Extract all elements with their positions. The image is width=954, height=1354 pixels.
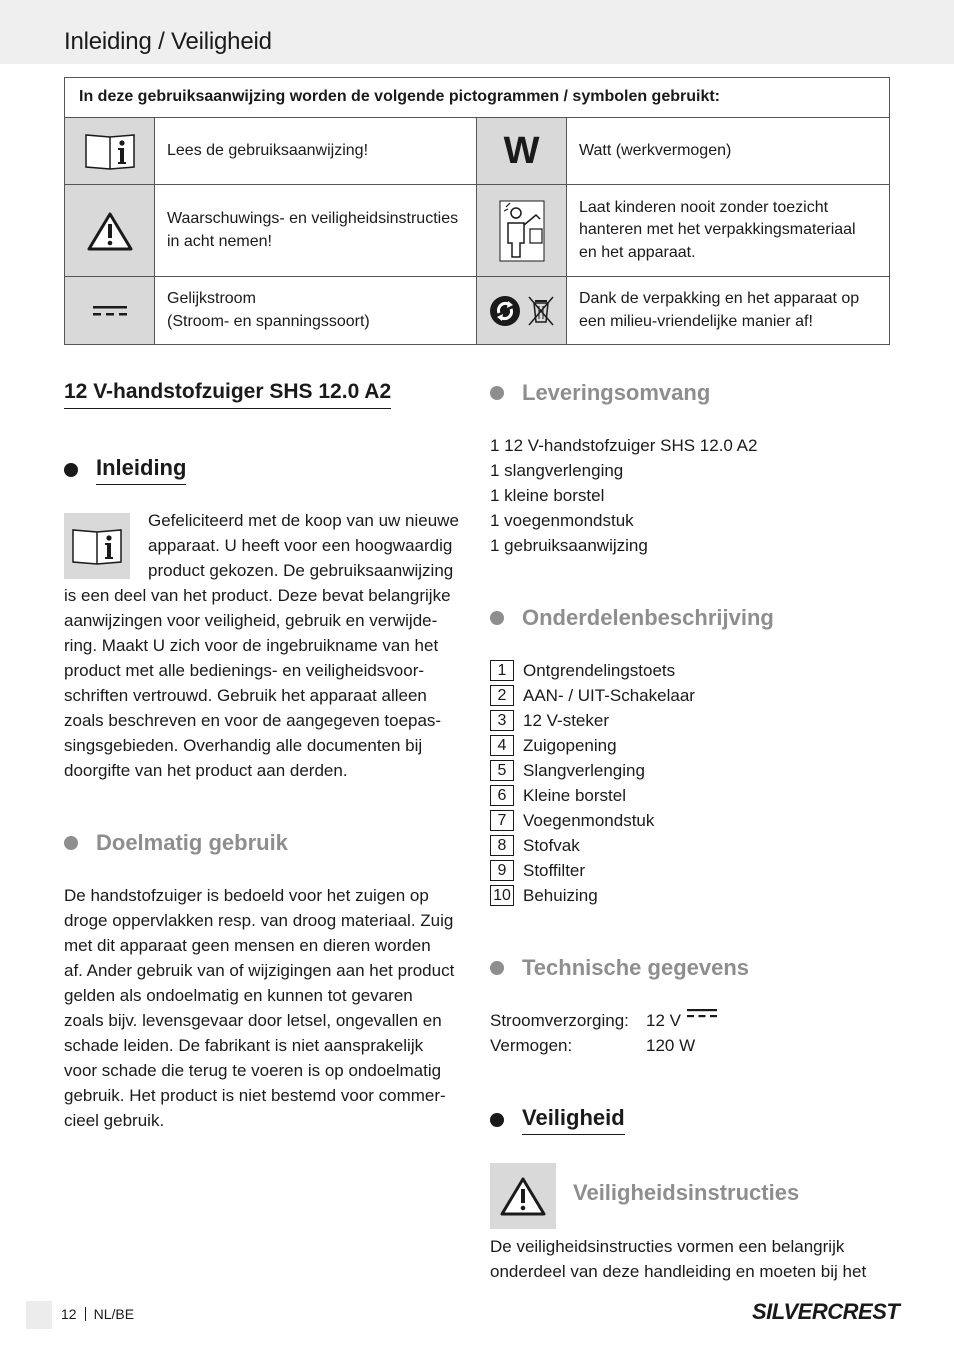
- list-item: 1 gebruiksaanwijzing: [490, 536, 648, 555]
- text-line: gelden als ondoelmatig en kunnen tot gevaren: [64, 986, 413, 1005]
- page-number: 12: [61, 1306, 77, 1322]
- bullet-icon: [490, 961, 504, 975]
- spec-row: [490, 1033, 695, 1058]
- spec-label: Vermogen:: [490, 1036, 573, 1055]
- pictogram-row: [65, 118, 889, 185]
- part-number: 3: [490, 710, 514, 731]
- part-label: Ontgrendelingstoets: [523, 660, 676, 680]
- part-number: 8: [490, 835, 514, 856]
- list-item: [490, 758, 645, 783]
- text-line: voor schade die terug te voeren is op ondoelmatig: [64, 1061, 442, 1080]
- spec-row: [490, 1008, 717, 1033]
- direct-current-icon: [65, 277, 155, 344]
- manual-info-icon: [65, 118, 155, 184]
- list-item: [490, 808, 654, 833]
- part-number: 2: [490, 685, 514, 706]
- part-number: 6: [490, 785, 514, 806]
- section-heading-label: Veiligheid: [522, 1105, 625, 1135]
- text-line: cieel gebruik.: [64, 1111, 165, 1130]
- part-label: Zuigopening: [523, 735, 617, 755]
- subsection-heading: Veiligheidsinstructies: [573, 1180, 800, 1205]
- direct-current-icon: [687, 1008, 717, 1019]
- section-heading-technische-gegevens: [490, 955, 749, 981]
- text-line: met dit apparaat geen mensen en dieren worden: [64, 936, 431, 955]
- part-number: 5: [490, 760, 514, 781]
- part-label: Voegenmondstuk: [523, 810, 655, 830]
- text-line: schade leiden. De fabrikant is niet aansprakelijk: [64, 1036, 424, 1055]
- part-label: Stofvak: [523, 835, 580, 855]
- part-label: Kleine borstel: [523, 785, 627, 805]
- pictogram-row: [65, 277, 889, 344]
- section-heading-veiligheid: [490, 1105, 625, 1135]
- bullet-icon: [64, 463, 78, 477]
- text-line: Gefeliciteerd met de koop van uw nieuwe: [148, 511, 459, 530]
- pictogram-text: [155, 277, 477, 344]
- list-item: [490, 858, 585, 883]
- list-item: 1 voegenmondstuk: [490, 511, 634, 530]
- text-line: singsgebieden. Overhandig alle documenten bij: [64, 736, 423, 755]
- spec-label: Stroomverzorging:: [490, 1011, 629, 1030]
- section-heading-leveringsomvang: [490, 380, 710, 406]
- locale-label: NL/BE: [93, 1306, 135, 1322]
- bullet-icon: [490, 611, 504, 625]
- text-line: gebruik. Het product is niet bestemd voor commer-: [64, 1086, 446, 1105]
- text-line: zoals bijv. levensgevaar door letsel, ongevallen en: [64, 1011, 442, 1030]
- part-label: Stoffilter: [523, 860, 586, 880]
- watt-symbol-text: W: [503, 129, 540, 172]
- crossed-bin-icon: [527, 294, 555, 328]
- pictogram-table-heading: In deze gebruiksaanwijzing worden de volgende pictogrammen / symbolen gebruikt:: [65, 78, 889, 118]
- list-item: [490, 658, 675, 683]
- recycle-icon: [489, 295, 521, 327]
- pictogram-text: Waarschuwings- en veiligheidsinstructies in acht nemen!: [155, 185, 477, 276]
- list-item: [490, 783, 626, 808]
- part-number: 7: [490, 810, 514, 831]
- text-line: De handstofzuiger is bedoeld voor het zuigen op: [64, 886, 429, 905]
- part-number: 4: [490, 735, 514, 756]
- section-heading-inleiding: [64, 455, 186, 485]
- pictogram-text: Lees de gebruiksaanwijzing!: [155, 118, 477, 184]
- text-line: product gekozen. De gebruiksaanwijzing: [148, 561, 454, 580]
- part-number: 9: [490, 860, 514, 881]
- footer-divider: [85, 1307, 86, 1321]
- recycle-disposal-icon: [477, 277, 567, 344]
- footer-marker: [26, 1301, 52, 1329]
- pictogram-text-line: Gelijkstroom: [167, 290, 256, 307]
- spec-value: 12 V: [646, 1011, 681, 1030]
- part-label: Slangverlenging: [523, 760, 645, 780]
- text-line: is een deel van het product. Deze bevat belangrijke: [64, 586, 451, 605]
- pictogram-text: Dank de verpakking en het apparaat op een milieu-vriendelijke manier af!: [579, 290, 860, 330]
- pictogram-row: [65, 185, 889, 277]
- pictogram-text-line: (Stroom- en spanningssoort): [167, 312, 370, 330]
- pictogram-text: Laat kinderen nooit zonder toezicht hanteren met het verpakkingsmateriaal en het apparaat.: [579, 198, 856, 261]
- part-number: 1: [490, 660, 514, 681]
- manual-info-icon: [64, 513, 130, 579]
- text-line: onderdeel van deze handleiding en moeten bij het: [490, 1262, 867, 1281]
- text-line: aanwijzingen voor veiligheid, gebruik en verwijde-: [64, 611, 438, 630]
- bullet-icon: [64, 836, 78, 850]
- warning-triangle-icon: [490, 1163, 556, 1229]
- bullet-icon: [490, 1113, 504, 1127]
- part-label: 12 V-steker: [523, 710, 609, 730]
- text-line: droge oppervlakken resp. van droog materiaal. Zuig: [64, 911, 454, 930]
- spec-value: 120 W: [646, 1036, 696, 1055]
- part-number: 10: [490, 885, 514, 906]
- list-item: [490, 708, 609, 733]
- text-line: schriften vertrouwd. Gebruik het apparaat alleen: [64, 686, 427, 705]
- text-line: ring. Maakt U zich voor de ingebruikname van het: [64, 636, 439, 655]
- text-line: apparaat. U heeft voor een hoogwaardig: [148, 536, 453, 555]
- text-line: doorgifte van het product aan derden.: [64, 761, 348, 780]
- section-heading-label: Inleiding: [96, 455, 186, 485]
- pictogram-table: [64, 77, 890, 345]
- footer-page-info: [61, 1306, 134, 1322]
- page-title: Inleiding / Veiligheid: [64, 28, 272, 55]
- list-item: 1 kleine borstel: [490, 486, 605, 505]
- watt-symbol: [477, 118, 567, 184]
- list-item: 1 slangverlenging: [490, 461, 624, 480]
- pictogram-text: Watt (werkvermogen): [579, 141, 732, 159]
- list-item: 1 12 V-handstofzuiger SHS 12.0 A2: [490, 436, 758, 455]
- text-line: af. Ander gebruik van of wijzigingen aan het product: [64, 961, 455, 980]
- product-title: 12 V-handstofzuiger SHS 12.0 A2: [64, 380, 391, 409]
- part-label: AAN- / UIT-Schakelaar: [523, 685, 695, 705]
- section-heading-doelmatig-gebruik: [64, 830, 288, 856]
- child-safety-icon: [477, 185, 567, 276]
- text-line: product met alle bedienings- en veiligheidsvoor-: [64, 661, 425, 680]
- bullet-icon: [490, 386, 504, 400]
- section-heading-label: Technische gegevens: [522, 955, 750, 980]
- section-heading-label: Doelmatig gebruik: [96, 830, 288, 855]
- list-item: [490, 833, 580, 858]
- section-heading-onderdelenbeschrijving: [490, 605, 774, 631]
- section-heading-label: Onderdelenbeschrijving: [522, 605, 774, 630]
- part-label: Behuizing: [523, 885, 598, 905]
- brand-logo: SILVERCREST: [752, 1299, 900, 1324]
- list-item: [490, 883, 598, 908]
- warning-triangle-icon: [65, 185, 155, 276]
- list-item: [490, 733, 617, 758]
- list-item: [490, 683, 695, 708]
- text-line: De veiligheidsinstructies vormen een belangrijk: [490, 1237, 845, 1256]
- text-line: zoals beschreven en voor de aangegeven toepas-: [64, 711, 442, 730]
- section-heading-label: Leveringsomvang: [522, 380, 711, 405]
